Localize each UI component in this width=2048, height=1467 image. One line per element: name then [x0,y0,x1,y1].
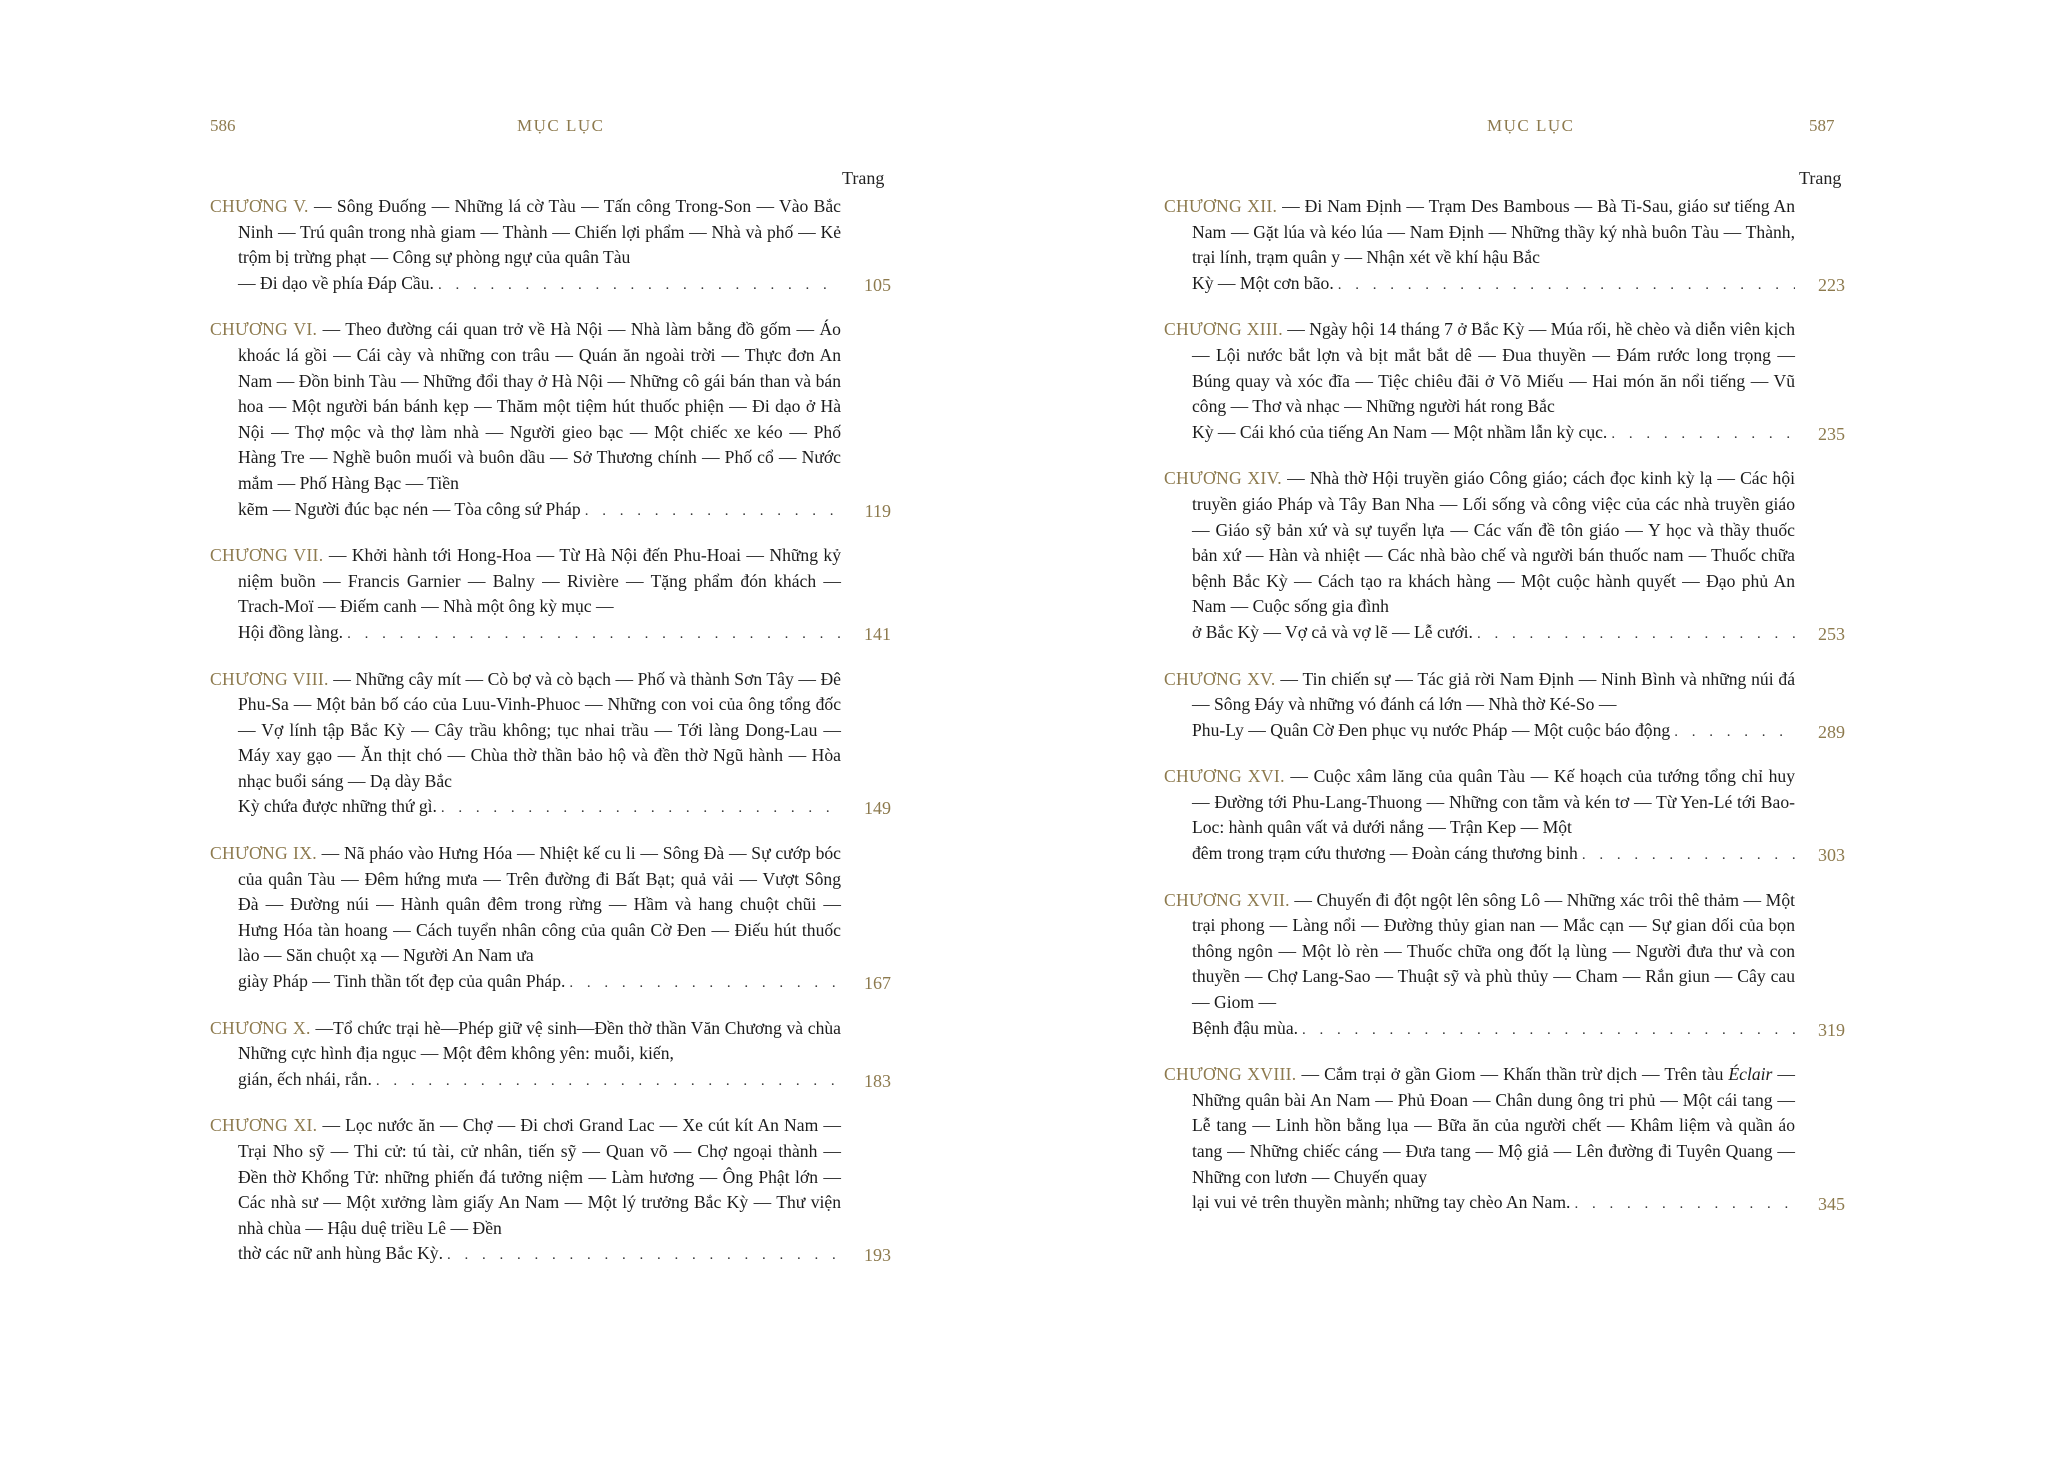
chapter-summary: — Theo đường cái quan trở về Hà Nội — Nhà làm bằng đồ gốm — Áo khoác lá gồi — Cái cày và những con trâu — Quán ăn ngoài trời — Thực đơn An Nam — Đồn binh Tàu — Những đổi thay ở Hà Nội — Những cô gái bán than và bán hoa — Một người bán bánh kẹp — Thăm một tiệm hút thuốc phiện — Đi dạo ở Hà Nội — Thợ mộc và thợ làm nhà — Người gieo bạc — Một chiếc xe kéo — Phố Hàng Tre — Nghề buôn muối và buôn dầu — Sở Thương chính — Phố cổ — Nước mắm — Phố Hàng Bạc — Tiền [238,319,841,493]
toc-entry [210,1016,891,1095]
dot-leader [447,1243,841,1269]
toc-entry [1164,1062,1845,1218]
running-head: MỤC LỤC [517,116,605,135]
dot-leader [1582,843,1795,869]
page-number: 587 [1809,116,1835,135]
dot-leader [1674,720,1795,746]
chapter-label: CHƯƠNG IX. [210,843,317,864]
chapter-label: CHƯƠNG XV. [1164,668,1276,689]
chapter-summary: — Những cây mít — Cò bợ và cò bạch — Phố và thành Sơn Tây — Đê Phu-Sa — Một bản bố cáo của Luu-Vinh-Phuoc — Những con voi của ông tổng đốc — Vợ lính tập Bắc Kỳ — Cây trầu không; tục nhai trầu — Tới làng Dong-Lau — Máy xay gạo — Ăn thịt chó — Chùa thờ thần bảo hộ và đền thờ Ngũ hành — Hòa nhạc buổi sáng — Dạ dày Bắc [238,668,841,791]
chapter-summary-last-line: Kỳ — Cái khó của tiếng An Nam — Một nhầm lẫn kỳ cục. [1192,421,1608,442]
chapter-summary-last-line: Hội đồng làng. [238,621,344,642]
chapter-page-number: 183 [864,1070,891,1091]
dot-leader [347,622,841,648]
chapter-page-number: 345 [1818,1194,1845,1215]
chapter-page-number: 119 [864,500,891,521]
chapter-summary-last-line: Kỳ — Một cơn bão. [1192,272,1334,293]
dot-leader [438,273,841,299]
chapter-summary: — Cắm trại ở gần Giom — Khấn thần trừ dịch — Trên tàu [1301,1064,1724,1085]
chapter-summary-last-line: giày Pháp — Tinh thần tốt đẹp của quân Pháp. [238,971,566,992]
chapter-label: CHƯƠNG V. [210,196,309,216]
dot-leader [585,499,841,525]
dot-leader [1302,1018,1795,1044]
toc-entry [1164,764,1845,868]
chapter-summary-last-line: lại vui vẻ trên thuyền mành; những tay chèo An Nam. [1192,1192,1571,1213]
chapter-label: CHƯƠNG XVII. [1164,889,1290,910]
chapter-summary-last-line: Phu-Ly — Quân Cờ Đen phục vụ nước Pháp — Một cuộc báo động [1192,719,1671,740]
chapter-summary-last-line: thờ các nữ anh hùng Bắc Kỳ. [238,1243,443,1264]
chapter-page-number: 149 [864,798,891,819]
chapter-summary-last-line: ở Bắc Kỳ — Vợ cả và vợ lẽ — Lễ cưới. [1192,621,1473,642]
toc-list [210,194,891,1288]
chapter-page-number: 235 [1818,423,1845,444]
toc-entry [1164,194,1845,298]
dot-leader [1611,422,1795,448]
chapter-summary: — Nã pháo vào Hưng Hóa — Nhiệt kế cu li — Sông Đà — Sự cướp bóc của quân Tàu — Đêm hứng mưa — Trên đường đi Bất Bạt; quả vải — Vượt Sông Đà — Đường núi — Hành quân đêm trong rừng — Hầm và hang chuột chũi — Hưng Hóa tàn hoang — Cách tuyển nhân công của quân Cờ Đen — Điếu hút thuốc lào — Săn chuột xạ — Người An Nam ưa [238,843,841,966]
chapter-summary: — Ngày hội 14 tháng 7 ở Bắc Kỳ — Múa rối, hề chèo và diễn viên kịch — Lội nước bắt lợn và bịt mắt bắt dê — Đua thuyền — Đám rước long trọng — Búng quay và xóc đĩa — Tiệc chiêu đãi ở Võ Miếu — Hai món ăn nổi tiếng — Vũ công — Thơ và nhạc — Những người hát rong Bắc [1192,319,1795,417]
chapter-page-number: 289 [1818,721,1845,742]
chapter-label: CHƯƠNG XI. [210,1115,318,1136]
trang-column-label: Trang [842,168,885,188]
chapter-label: CHƯƠNG XVIII. [1164,1064,1297,1085]
dot-leader [569,971,841,997]
toc-entry [210,543,891,647]
toc-entry [210,317,891,524]
chapter-summary-last-line: — Đi dạo về phía Đáp Cầu. [238,272,434,293]
toc-entry [1164,667,1845,746]
chapter-label: CHƯƠNG VII. [210,545,324,566]
chapter-label: CHƯƠNG XIII. [1164,319,1283,340]
chapter-page-number: 141 [864,623,891,644]
running-head: MỤC LỤC [1487,116,1575,135]
toc-entry [210,841,891,997]
chapter-summary: — Cuộc xâm lăng của quân Tàu — Kế hoạch của tướng tổng chỉ huy — Đường tới Phu-Lang-Thuong — Những con tằm và kén tơ — Từ Yen-Lé tới Bao-Loc: hành quân vất vả dưới nắng — Trận Kep — Một [1192,766,1795,838]
chapter-page-number: 167 [864,973,891,994]
page-number: 586 [210,116,236,135]
chapter-label: CHƯƠNG X. [210,1017,311,1038]
trang-column-label: Trang [1799,168,1842,188]
toc-entry [1164,888,1845,1044]
ship-name: Éclair [1728,1064,1773,1085]
chapter-summary-continued: — Những quân bài An Nam — Phủ Đoan — Chân dung ông tri phủ — Một cái tang — Lễ tang — Linh hồn bằng lụa — Bữa ăn của người chết — Khâm liệm và quần áo tang — Những chiếc cáng — Đưa tang — Mộ giả — Lên đường đi Tuyên Quang — Những con lươn — Chuyến quay [1192,1064,1795,1187]
chapter-label: CHƯƠNG VIII. [210,668,329,689]
chapter-page-number: 105 [864,274,891,295]
chapter-page-number: 303 [1818,845,1845,866]
chapter-summary-last-line: gián, ếch nhái, rắn. [238,1068,372,1089]
chapter-summary: — Khởi hành tới Hong-Hoa — Từ Hà Nội đến Phu-Hoai — Những kỷ niệm buồn — Francis Garnier — Balny — Rivière — Tặng phẩm đón khách — Trach-Moï — Điếm canh — Nhà một ông kỳ mục — [238,545,841,617]
toc-list [1164,194,1845,1237]
chapter-label: CHƯƠNG XIV. [1164,468,1283,489]
chapter-label: CHƯƠNG VI. [210,319,318,340]
chapter-summary-last-line: kẽm — Người đúc bạc nén — Tòa công sứ Pháp [238,498,581,519]
toc-entry [1164,317,1845,447]
chapter-summary: — Sông Đuống — Những lá cờ Tàu — Tấn công Trong-Son — Vào Bắc Ninh — Trú quân trong nhà giam — Thành — Chiến lợi phẩm — Nhà và phố — Kẻ trộm bị trừng phạt — Công sự phòng ngự của quân Tàu [238,196,841,268]
chapter-summary-last-line: Kỳ chứa được những thứ gì. [238,796,437,817]
chapter-label: CHƯƠNG XII. [1164,196,1278,216]
toc-entry [210,667,891,823]
toc-entry [1164,466,1845,647]
right-page [1024,0,2048,1467]
dot-leader [1338,273,1795,299]
chapter-summary: — Chuyến đi đột ngột lên sông Lô — Những xác trôi thê thảm — Một trại phong — Làng nổi — Đường thủy gian nan — Mắc cạn — Sự gian dối của bọn thông ngôn — Một lò rèn — Thuốc chữa ong đốt lạ lùng — Người đưa thư và con thuyền — Chợ Lang-Sao — Thuật sỹ và phù thủy — Cham — Rắn giun — Cây cau — Giom — [1192,889,1795,1013]
chapter-page-number: 223 [1818,274,1845,295]
dot-leader [1574,1192,1795,1218]
toc-entry [210,194,891,298]
chapter-label: CHƯƠNG XVI. [1164,766,1285,787]
dot-leader [376,1069,841,1095]
toc-entry [210,1113,891,1269]
dot-leader [441,796,841,822]
chapter-page-number: 253 [1818,623,1845,644]
chapter-summary: — Nhà thờ Hội truyền giáo Công giáo; cách đọc kinh kỳ lạ — Các hội truyền giáo Pháp và Tây Ban Nha — Lối sống và công việc của các nhà truyền giáo — Giáo sỹ bản xứ và sự tuyển lựa — Các vấn đề tôn giáo — Y học và thầy thuốc bản xứ — Hàn và nhiệt — Các nhà bào chế và người bán thuốc nam — Thuốc chữa bệnh Bắc Kỳ — Cách tạo ra khách hàng — Một cuộc hành quyết — Đạo phủ An Nam — Cuộc sống gia đình [1192,468,1796,617]
chapter-summary: — Lọc nước ăn — Chợ — Đi chơi Grand Lac — Xe cút kít An Nam — Trại Nho sỹ — Thi cử: tú tài, cử nhân, tiến sỹ — Quan võ — Chợ ngoại thành — Đền thờ Khổng Tử: những phiến đá tưởng niệm — Làm hương — Ông Phật lớn — Các nhà sư — Một xưởng làm giấy An Nam — Một lý trưởng Bắc Kỳ — Thư viện nhà chùa — Hậu duệ triều Lê — Đền [238,1115,841,1238]
chapter-summary: — Đi Nam Định — Trạm Des Bambous — Bà Ti-Sau, giáo sư tiếng An Nam — Gặt lúa và kéo lúa — Nam Định — Những thầy ký nhà buôn Tàu — Thành, trại lính, trạm quân y — Nhận xét về khí hậu Bắc [1192,196,1795,268]
chapter-page-number: 193 [864,1245,891,1266]
chapter-page-number: 319 [1818,1019,1845,1040]
chapter-summary: — Tin chiến sự — Tác giả rời Nam Định — Ninh Bình và những núi đá — Sông Đáy và những vó đánh cá lớn — Nhà thờ Ké-So — [1192,668,1796,715]
chapter-summary: —Tổ chức trại hè—Phép giữ vệ sinh—Đền thờ thần Văn Chương và chùa Những cực hình địa ngục — Một đêm không yên: muỗi, kiến, [238,1017,841,1064]
dot-leader [1477,622,1795,648]
chapter-summary-last-line: đêm trong trạm cứu thương — Đoàn cáng thương binh [1192,843,1578,864]
chapter-summary-last-line: Bệnh đậu mùa. [1192,1017,1299,1038]
